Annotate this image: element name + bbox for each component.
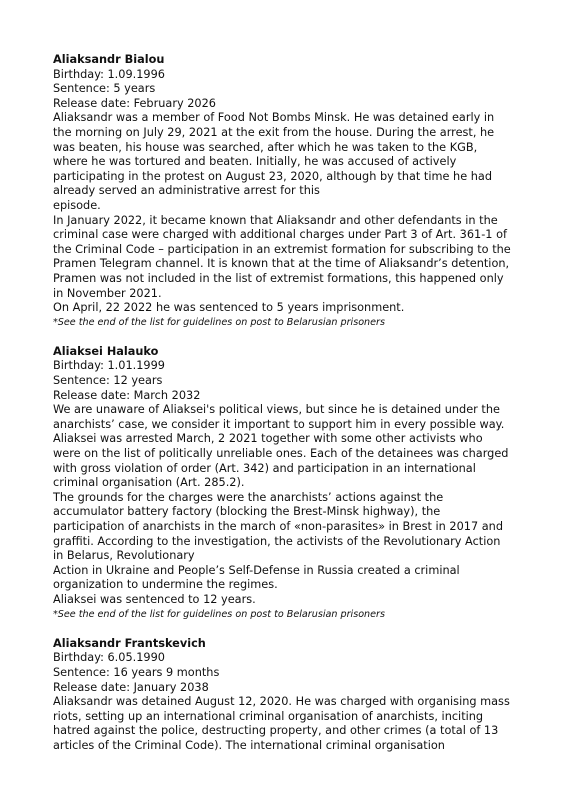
bio-paragraph: In January 2022, it became known that Aliaksandr and other defendants in the criminal case were charged with additional charges under Part 3 of Art. 361-1 of the Criminal Code – participation in an extremist formation for subscribing to the Pramen Telegram channel. It is known that at the time of Aliaksandr’s detention, Pramen was not included in the list of extremist formations, this happened only in November 2021.	[53, 213, 511, 300]
bio-paragraph: The grounds for the charges were the anarchists’ actions against the accumulator battery factory (blocking the Brest-Minsk highway), the participation of anarchists in the march of «non-parasites» in Brest in 2017 and graffiti. According to the investigation, the activists of the Revolutionary Action in Belarus, Revolutionary	[53, 490, 503, 563]
post-guidelines-note: *See the end of the list for guidelines on post to Belarusian prisoners	[53, 608, 385, 620]
prisoner-list	[53, 53, 513, 769]
prisoner-sentence: Sentence: 5 years	[53, 82, 156, 96]
bio-paragraph: Aliaksei was sentenced to 12 years.	[53, 592, 256, 606]
prisoner-entry-halauko	[53, 345, 513, 622]
prisoner-name: Aliaksei Halauko	[53, 344, 159, 358]
prisoner-birthday: Birthday: 6.05.1990	[53, 651, 165, 665]
prisoner-release-date: Release date: January 2038	[53, 680, 209, 694]
prisoner-birthday: Birthday: 1.01.1999	[53, 359, 165, 373]
prisoner-birthday: Birthday: 1.09.1996	[53, 67, 165, 81]
prisoner-entry-frantskevich	[53, 637, 513, 754]
prisoner-release-date: Release date: February 2026	[53, 96, 216, 110]
prisoner-entry-bialou	[53, 53, 513, 330]
post-guidelines-note: *See the end of the list for guidelines on post to Belarusian prisoners	[53, 316, 385, 328]
prisoner-sentence: Sentence: 12 years	[53, 374, 163, 388]
prisoner-name: Aliaksandr Frantskevich	[53, 636, 206, 650]
bio-paragraph: We are unaware of Aliaksei's political views, but since he is detained under the anarchists’ case, we consider it important to support him in every possible way. Aliaksei was arrested March, 2 2021 together with some other activists who were on the list of politically unreliable ones. Each of the detainees was charged with gross violation of order (Art. 342) and participation in an international criminal organisation (Art. 285.2).	[53, 403, 509, 490]
bio-paragraph: Aliaksandr was detained August 12, 2020. He was charged with organising mass riots, setting up an international criminal organisation of anarchists, inciting hatred against the police, destructing property, and other crimes (a total of 13 articles of the Criminal Code). The international criminal organisation	[53, 695, 510, 752]
prisoner-name: Aliaksandr Bialou	[53, 53, 165, 66]
bio-paragraph: On April, 22 2022 he was sentenced to 5 years imprisonment.	[53, 301, 405, 315]
prisoner-release-date: Release date: March 2032	[53, 388, 201, 402]
bio-paragraph: episode.	[53, 198, 101, 212]
bio-paragraph: Action in Ukraine and People’s Self-Defense in Russia created a criminal organization to undermine the regimes.	[53, 563, 460, 592]
bio-paragraph: Aliaksandr was a member of Food Not Bombs Minsk. He was detained early in the morning on July 29, 2021 at the exit from the house. During the arrest, he was beaten, his house was searched, after which he was taken to the KGB, where he was tortured and beaten. Initially, he was accused of actively participating in the protest on August 23, 2020, although by that time he had already served an administrative arrest for this	[53, 111, 495, 198]
prisoner-sentence: Sentence: 16 years 9 months	[53, 665, 220, 679]
